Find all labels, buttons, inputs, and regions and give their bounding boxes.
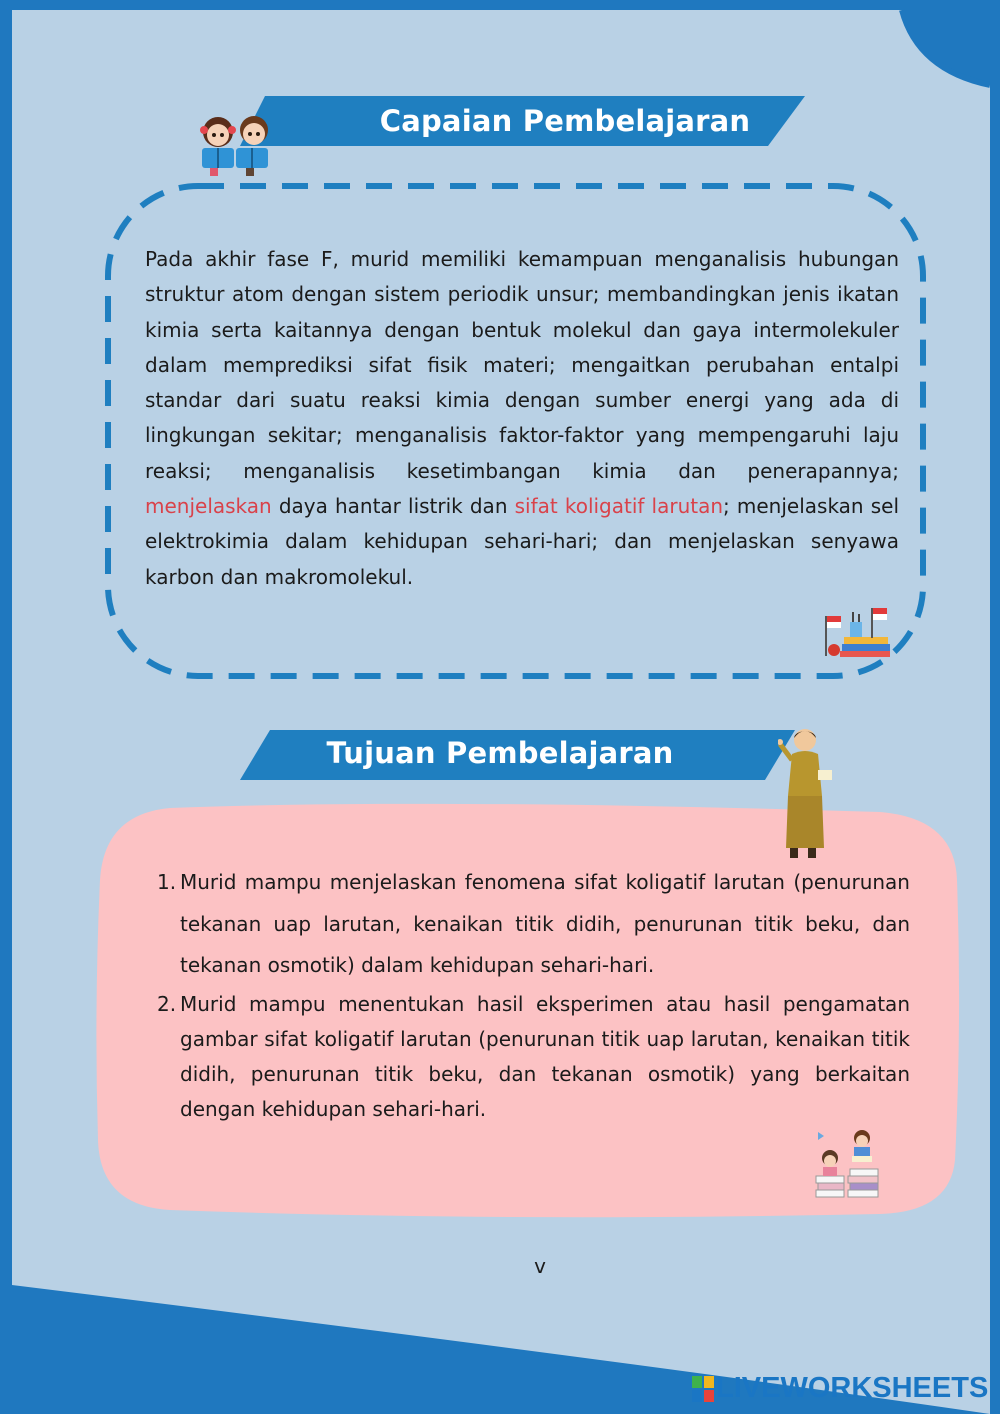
tujuan-banner [240, 730, 800, 780]
tujuan-item [150, 862, 910, 987]
tujuan-title: Tujuan Pembelajaran [326, 736, 674, 770]
tujuan-item-number: 2. [157, 991, 177, 1016]
kids-reading-icon [196, 110, 278, 178]
tujuan-item-text: Murid mampu menentukan hasil eksperimen atau hasil pengamatan gambar sifat koligatif larutan (penurunan titik uap larutan, kenaikan titik didih, penurunan titik beku, dan tekanan osmotik) yang berkaitan dengan kehidupan sehari-hari. [180, 991, 910, 1122]
liveworksheets-logo-icon [692, 1376, 714, 1402]
flags-books-icon [820, 606, 894, 658]
tujuan-item [150, 987, 910, 1128]
capaian-highlight-sifat-koligatif: sifat koligatif larutan [514, 494, 724, 519]
capaian-banner [240, 96, 810, 146]
tujuan-list [150, 862, 910, 1128]
capaian-body [145, 242, 899, 595]
capaian-body-part3: ; menjelaskan sel elektrokimia dalam kehidupan sehari-hari; dan menjelaskan senyawa karbon dan makromolekul. [145, 494, 900, 589]
tujuan-item-text: Murid mampu menjelaskan fenomena sifat koligatif larutan (penurunan tekanan uap larutan, kenaikan titik didih, penurunan titik beku, dan tekanan osmotik) dalam kehidupan sehari-hari. [180, 870, 910, 977]
capaian-title: Capaian Pembelajaran [379, 104, 751, 138]
liveworksheets-wordmark: LIVEWORKSHEETS [716, 1372, 989, 1404]
capaian-highlight-menjelaskan: menjelaskan [145, 494, 272, 519]
capaian-body-part2: daya hantar listrik dan [271, 494, 515, 519]
children-books-icon [812, 1126, 884, 1202]
capaian-body-part1: Pada akhir fase F, murid memiliki kemampuan menganalisis hubungan struktur atom dengan sistem periodik unsur; membandingkan jenis ikatan kimia serta kaitannya dengan bentuk molekul dan gaya intermolekuler dalam memprediksi sifat fisik materi; mengaitkan perubahan entalpi standar dari suatu reaksi kimia dengan sumber energi yang ada di lingkungan sekitar; menganalisis faktor-faktor yang mempengaruhi laju reaksi; menganalisis kesetimbangan kimia dan penerapannya; [145, 247, 899, 483]
page-number: v [534, 1254, 546, 1278]
tujuan-item-number: 1. [157, 870, 177, 894]
teacher-icon [778, 726, 838, 862]
